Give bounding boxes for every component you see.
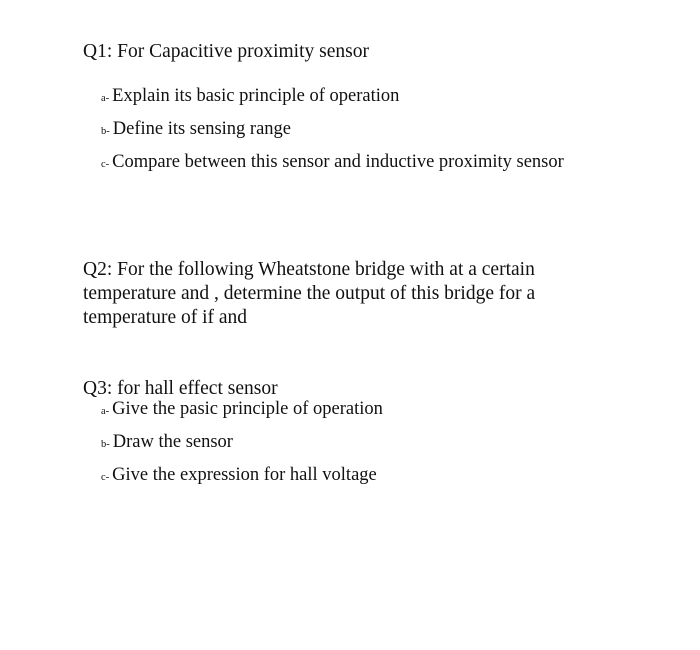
- question-3-heading: Q3: for hall effect sensor: [83, 378, 278, 399]
- question-3-item-b: [101, 432, 233, 453]
- question-1-item-b: [101, 119, 291, 140]
- item-text: Give the expression for hall voltage: [112, 465, 377, 485]
- item-text: Define its sensing range: [112, 119, 292, 139]
- item-text: Draw the sensor: [112, 432, 233, 452]
- question-3-item-a: [101, 399, 383, 420]
- item-marker: a-: [101, 406, 110, 417]
- question-3-item-c: [101, 465, 377, 486]
- item-marker: b-: [101, 126, 110, 137]
- item-text: Give the pasic principle of operation: [112, 399, 383, 419]
- item-marker: c-: [101, 472, 110, 483]
- question-1-item-a: [101, 86, 399, 107]
- question-1-heading: Q1: For Capacitive proximity sensor: [83, 41, 369, 62]
- question-2-text: Q2: For the following Wheatstone bridge with at a certain temperature and , determine the output of this bridge for a temperature of if and: [83, 259, 536, 328]
- item-text: Compare between this sensor and inductive proximity sensor: [112, 152, 564, 172]
- item-marker: a-: [101, 93, 110, 104]
- item-text: Explain its basic principle of operation: [112, 86, 400, 106]
- item-marker: c-: [101, 159, 110, 170]
- question-1-item-c: [101, 152, 564, 173]
- item-marker: b-: [101, 439, 110, 450]
